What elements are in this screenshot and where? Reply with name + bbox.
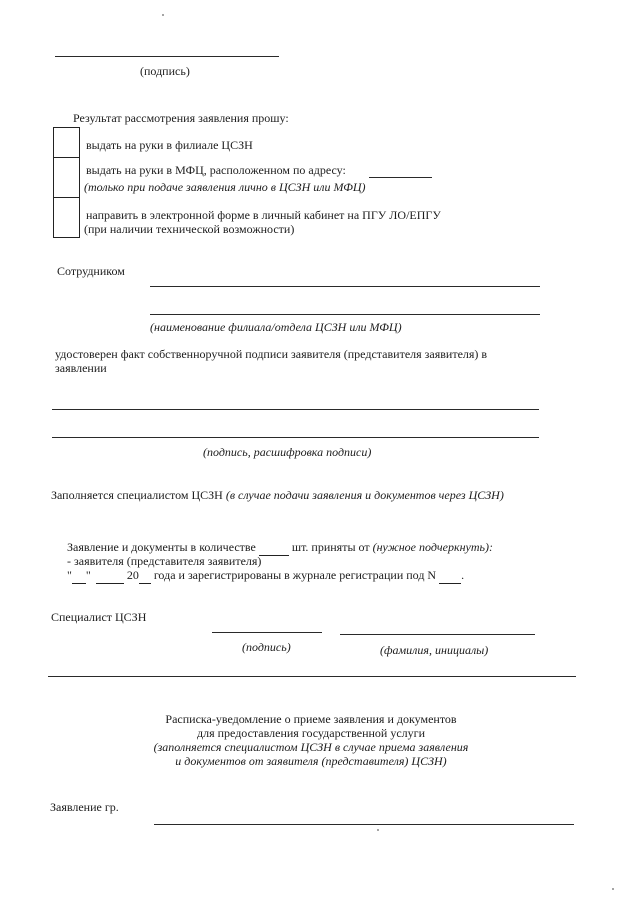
specialist-name-caption: (фамилия, инициалы) — [380, 643, 489, 657]
option-label-mfc: выдать на руки в МФЦ, расположенном по адресу: — [86, 163, 346, 177]
month-field[interactable] — [96, 568, 124, 584]
option-note-online: (при наличии технической возможности) — [84, 222, 295, 236]
option-checkbox-branch[interactable] — [53, 127, 80, 158]
specialist-signature-caption: (подпись) — [242, 640, 291, 654]
scan-speck — [612, 888, 614, 890]
registration-text: года и зарегистрированы в журнале регистрации под N — [153, 568, 437, 582]
documents-count-field[interactable] — [259, 540, 289, 556]
receipt-title-2: для предоставления государственной услуги — [196, 726, 426, 740]
option-label-branch: выдать на руки в филиале ЦСЗН — [86, 138, 253, 152]
employee-field-1[interactable] — [150, 286, 540, 287]
registration-period: . — [461, 568, 465, 582]
registration-number-field[interactable] — [439, 568, 461, 584]
certification-line-1: удостоверен факт собственноручной подписи заявителя (представителя заявителя) в — [55, 347, 488, 361]
date-close-quote: " — [85, 568, 91, 582]
employee-label: Сотрудником — [57, 264, 125, 278]
signature-decode-caption: (подпись, расшифровка подписи) — [203, 445, 372, 459]
result-heading: Результат рассмотрения заявления прошу: — [73, 111, 289, 125]
scan-speck — [377, 829, 379, 831]
option-note-mfc: (только при подаче заявления лично в ЦСЗН или МФЦ) — [84, 180, 366, 194]
scan-speck — [162, 14, 164, 16]
mfc-address-field[interactable] — [369, 177, 432, 178]
application-name-field[interactable] — [154, 824, 574, 825]
branch-caption: (наименование филиала/отдела ЦСЗН или МФЦ) — [150, 320, 402, 334]
day-field[interactable] — [72, 568, 86, 584]
applicant-signature-caption: (подпись) — [140, 64, 190, 78]
specialist-note-text: Заполняется специалистом ЦСЗН — [51, 488, 223, 502]
year-prefix: 20 — [126, 568, 139, 582]
employee-field-2[interactable] — [150, 314, 540, 315]
certification-field-2[interactable] — [52, 437, 539, 438]
specialist-note — [51, 488, 504, 503]
certification-line-2: заявлении — [55, 361, 107, 375]
option-label-online: направить в электронной форме в личный кабинет на ПГУ ЛО/ЕПГУ — [86, 208, 441, 222]
application-label: Заявление гр. — [50, 800, 119, 814]
documents-received-label: шт. приняты от — [291, 540, 370, 554]
receipt-note-2: и документов от заявителя (представителя) ЦСЗН) — [175, 754, 447, 768]
applicant-signature-line[interactable] — [55, 56, 279, 57]
documents-underline-note: (нужное подчеркнуть): — [372, 540, 493, 554]
option-checkbox-online[interactable] — [53, 197, 80, 238]
year-field[interactable] — [139, 568, 151, 584]
specialist-label: Специалист ЦСЗН — [51, 610, 147, 624]
documents-count-label: Заявление и документы в количестве — [67, 540, 256, 554]
documents-line-3 — [67, 568, 464, 584]
date-open-quote: " — [67, 568, 72, 582]
certification-field-1[interactable] — [52, 409, 539, 410]
specialist-signature-field[interactable] — [212, 632, 322, 633]
option-checkbox-mfc[interactable] — [53, 157, 80, 198]
receipt-title-1: Расписка-уведомление о приеме заявления и документов — [165, 712, 457, 726]
specialist-note-condition: (в случае подачи заявления и документов через ЦСЗН) — [225, 488, 504, 502]
receipt-note-1: (заполняется специалистом ЦСЗН в случае приема заявления — [153, 740, 469, 754]
section-divider — [48, 676, 576, 677]
specialist-name-field[interactable] — [340, 634, 535, 635]
documents-line-2: - заявителя (представителя заявителя) — [67, 554, 262, 568]
